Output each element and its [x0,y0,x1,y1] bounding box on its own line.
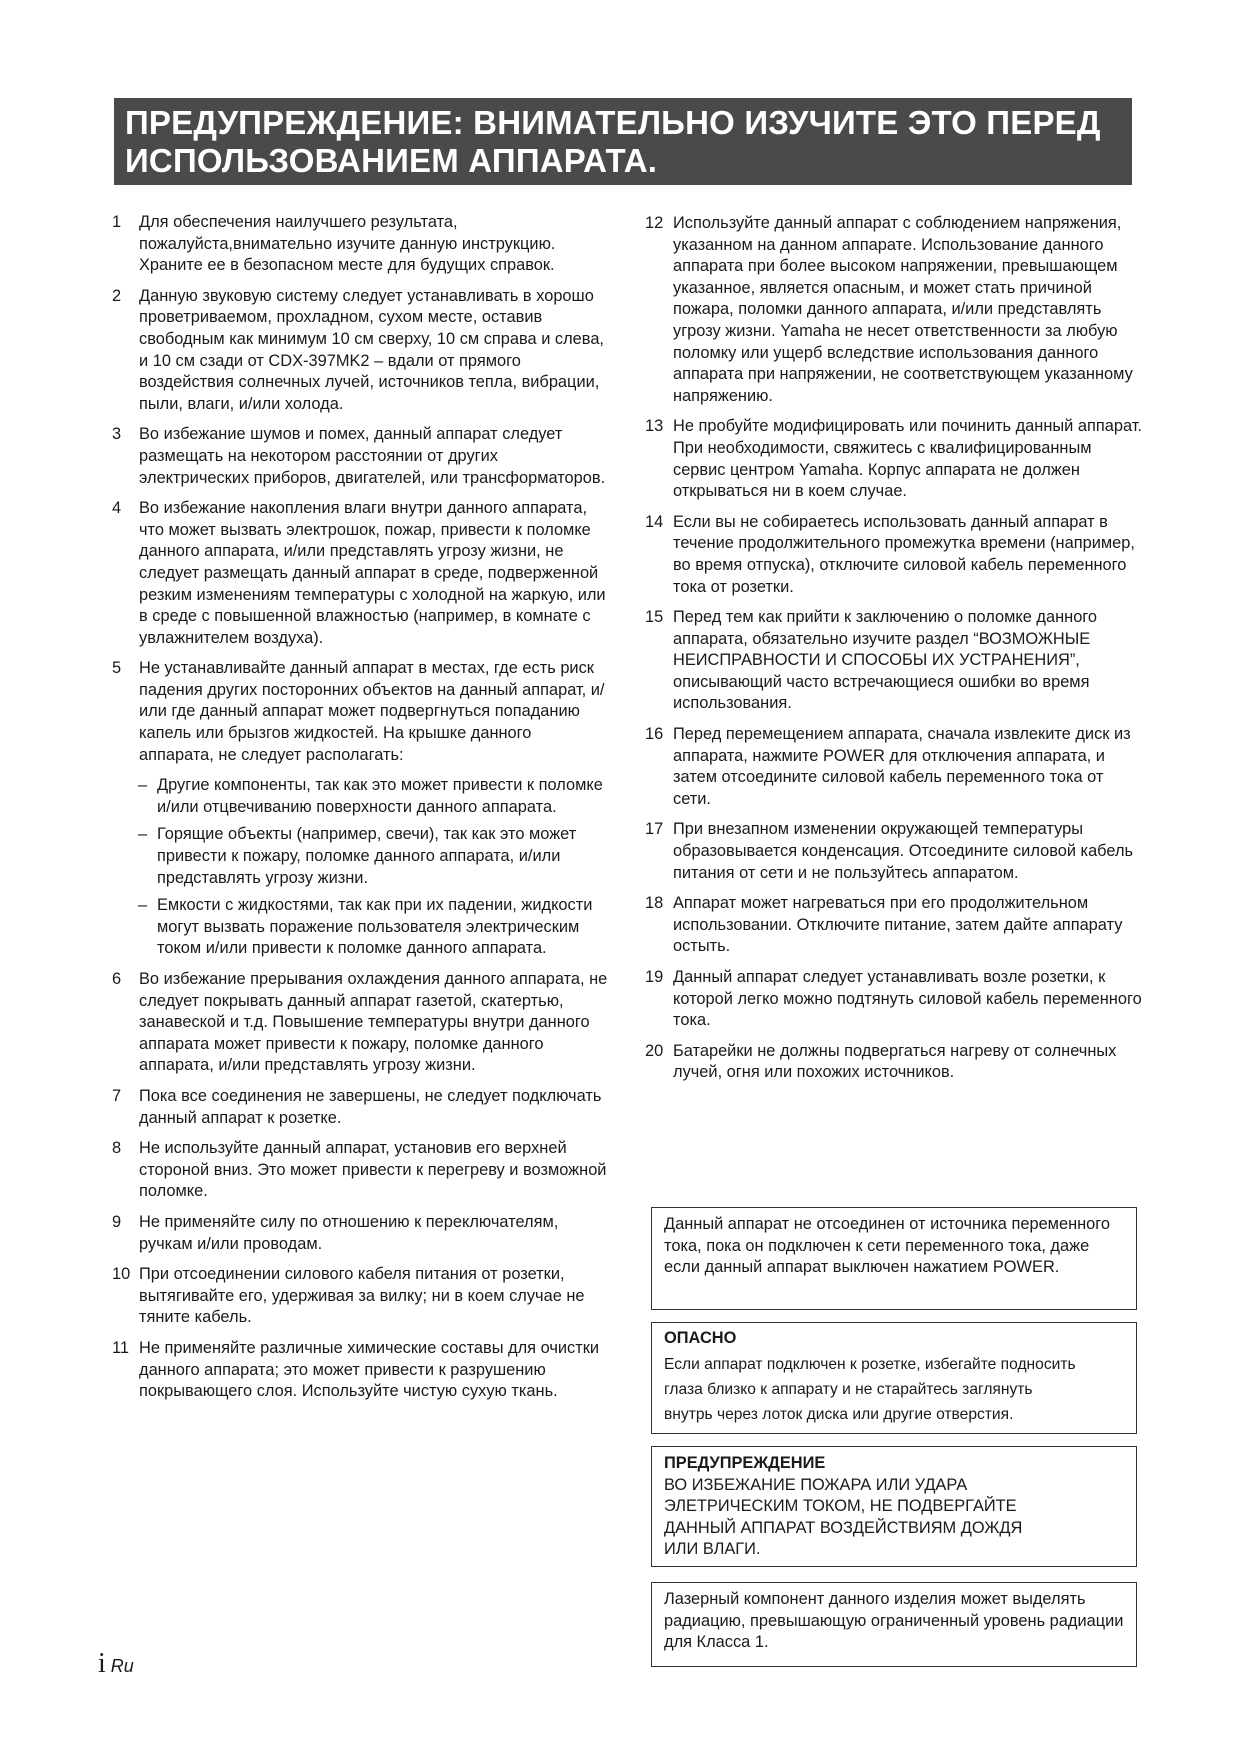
item-number: 14 [645,512,664,531]
power-notice-box [651,1207,1137,1310]
page-title [114,98,1132,185]
item-number: 8 [112,1139,122,1158]
list-item [112,969,608,1077]
danger-line: Если аппарат подключен к розетке, избегайте подносить [664,1355,1076,1373]
item-number: 6 [112,970,122,988]
item-number: 4 [112,499,122,518]
danger-body [664,1352,1126,1427]
list-item [112,498,608,649]
list-item [112,424,608,489]
item-number: 2 [112,286,122,305]
list-item [645,607,1145,715]
right-column [645,213,1145,1093]
list-item [645,1041,1145,1084]
list-item [112,212,608,277]
danger-heading: ОПАСНО [664,1329,737,1347]
item-text: Аппарат может нагреваться при его продолжительном использовании. Отключите питание, затем дайте аппарату остыть. [673,894,1123,956]
title-line-1: ПРЕДУПРЕЖДЕНИЕ: ВНИМАТЕЛЬНО ИЗУЧИТЕ ЭТО ПЕРЕД [125,104,1101,141]
warning-box [651,1446,1137,1567]
item-number: 5 [112,659,122,678]
danger-line: внутрь через лоток диска или другие отверстия. [664,1405,1014,1423]
item-text: Во избежание накопления влаги внутри данного аппарата, что может вызвать электрошок, пожар, привести к поломке данного аппарата, и/или представлять угрозу жизни, не следует размещать данный аппарат в среде, подверженной резким изменениям температуры с холодной на жаркую, или в среде с повышенной влажностью (например, в комнате с увлажнителем воздуха). [139,499,606,647]
list-item [112,1212,608,1255]
item-number: 15 [645,608,664,627]
item-text: Пока все соединения не завершены, не следует подключать данный аппарат к розетке. [139,1086,602,1127]
item-text: Перед тем как прийти к заключению о поломке данного аппарата, обязательно изучите раздел “ВОЗМОЖНЫЕ НЕИСПРАВНОСТИ И СПОСОБЫ ИХ УСТРАНЕНИЯ”, описывающий часто встречающиеся ошибки во время использования. [673,608,1098,713]
list-item [645,819,1145,884]
item-number: 16 [645,725,664,744]
list-item [645,893,1145,958]
warning-heading: ПРЕДУПРЕЖДЕНИЕ [664,1454,826,1472]
sub-item-text: Другие компоненты, так как это может привести к поломке и/или отцвечиванию поверхности данного аппарата. [157,776,603,816]
item-number: 13 [645,417,664,436]
danger-line: глаза близко к аппарату и не старайтесь заглянуть [664,1380,1033,1398]
item-number: 3 [112,425,122,444]
item-text: При внезапном изменении окружающей температуры образовывается конденсация. Отсоедините силовой кабель питания от сети и не пользуйтесь аппаратом. [673,820,1134,882]
list-item [645,724,1145,810]
laser-notice-text: Лазерный компонент данного изделия может выделять радиацию, превышающую ограниченный уровень радиации для Класса 1. [664,1590,1124,1652]
warning-line: ИЛИ ВЛАГИ. [664,1540,761,1559]
item-text: Не пробуйте модифицировать или починить данный аппарат. При необходимости, свяжитесь с квалифицированным сервис центром Yamaha. Корпус аппарата не должен открываться ни в коем случае. [673,417,1142,501]
dash: – [138,825,148,844]
warning-line: ЭЛЕТРИЧЕСКИМ ТОКОМ, НЕ ПОДВЕРГАЙТЕ [664,1497,1017,1516]
dash: – [138,776,148,795]
item-number: 11 [112,1338,130,1357]
sub-list-item [138,775,608,818]
warning-line: ВО ИЗБЕЖАНИЕ ПОЖАРА ИЛИ УДАРА [664,1475,968,1494]
item-number: 9 [112,1212,122,1231]
page-footer [98,1648,134,1680]
sub-list-item [138,824,608,889]
title-line-2: ИСПОЛЬЗОВАНИЕМ АППАРАТА. [125,142,658,179]
sub-list-item [138,895,608,960]
item-number: 18 [645,894,664,913]
item-number: 19 [645,968,664,986]
item-text: Батарейки не должны подвергаться нагреву от солнечных лучей, огня или похожих источников. [673,1041,1117,1082]
item-number: 7 [112,1086,122,1105]
item-text: Не применяйте силу по отношению к переключателям, ручкам и/или проводам. [139,1212,559,1253]
list-item [645,967,1145,1032]
list-item [112,1264,608,1329]
laser-notice-box [651,1582,1137,1667]
item-text: Перед перемещением аппарата, сначала извлеките диск из аппарата, нажмите POWER для отключения аппарата, и затем отсоедините силовой кабель переменного тока от сети. [673,725,1131,808]
item-text: Если вы не собираетесь использовать данный аппарат в течение продолжительного промежутка времени (например, во время отпуска), отключите силовой кабель переменного тока от розетки. [673,512,1135,596]
list-item [645,512,1145,598]
list-item [645,213,1145,407]
item-number: 12 [645,214,664,232]
item-number: 10 [112,1265,131,1284]
list-item [112,1086,608,1129]
power-notice-text: Данный аппарат не отсоединен от источника переменного тока, пока он подключен к сети переменного тока, даже если данный аппарат выключен нажатием POWER. [664,1215,1111,1277]
language-code: Ru [110,1656,134,1676]
item-number: 20 [645,1041,664,1060]
item-number: 17 [645,820,664,839]
item-text: Не устанавливайте данный аппарат в местах, где есть риск падения других посторонних объектов на данный аппарат, и/или где данный аппарат может подвергнуться попаданию капель или брызгов жидкостей. На крышке данного аппарата, не следует располагать: [139,659,605,764]
item-text: Используйте данный аппарат с соблюдением напряжения, указанном на данном аппарате. Использование данного аппарата при более высоком напряжении, превышающем указанное, является опасным, и может стать причиной пожара, поломки данного аппарата, и/или представлять угрозу жизни. Yamaha не несет ответственности за любую поломку или ущерб вследствие использования данного аппарата при напряжении, не соответствующем указанному напряжению. [673,214,1133,405]
item-text: Данную звуковую систему следует устанавливать в хорошо проветриваемом, прохладном, сухом месте, оставив свободным как минимум 10 см сверху, 10 см справа и слева, и 10 см сзади от CDX-397MK2 – вдали от прямого воздействия солнечных лучей, источников тепла, вибрации, пыли, влаги, и/или холода. [139,286,604,413]
item-number: 1 [112,213,122,231]
item-text: Не применяйте различные химические составы для очистки данного аппарата; это может привести к разрушению покрывающего слоя. Используйте чистую сухую ткань. [139,1338,600,1401]
item-text: Во избежание прерывания охлаждения данного аппарата, не следует покрывать данный аппарат газетой, скатертью, занавеской и т.д. Повышение температуры внутри данного аппарата может привести к пожару, поломке данного аппарата, и/или представлять угрозу жизни. [139,970,608,1075]
dash: – [138,896,148,915]
item-text: Во избежание шумов и помех, данный аппарат следует размещать на некотором расстоянии от других электрических приборов, двигателей, или трансформаторов. [139,425,606,487]
page-number: i [98,1648,106,1679]
item-text: При отсоединении силового кабеля питания от розетки, вытягивайте его, удерживая за вилку; ни в коем случае не тяните кабель. [139,1265,585,1327]
item-text: Не используйте данный аппарат, установив его верхней стороной вниз. Это может привести к перегреву и возможной поломке. [139,1139,607,1201]
list-item [112,286,608,416]
item-text: Для обеспечения наилучшего результата, пожалуйста,внимательно изучите данную инструкцию. Храните ее в безопасном месте для будущих справок. [139,213,556,275]
list-item [112,1338,608,1403]
danger-box [651,1322,1137,1434]
list-item [645,416,1145,502]
item-text: Данный аппарат следует устанавливать возле розетки, к которой легко можно подтянуть силовой кабель переменного тока. [673,968,1142,1030]
warning-line: ДАННЫЙ АППАРАТ ВОЗДЕЙСТВИЯМ ДОЖДЯ [664,1518,1023,1537]
left-column [112,212,608,1412]
sub-item-text: Горящие объекты (например, свечи), так как это может привести к пожару, поломке данного аппарата, и/или представлять угрозу жизни. [157,825,577,887]
sub-item-text: Емкости с жидкостями, так как при их падении, жидкости могут вызвать поражение пользователя электрическим током и/или привести к поломке данного аппарата. [157,896,593,958]
list-item [112,658,608,766]
list-item [112,1138,608,1203]
